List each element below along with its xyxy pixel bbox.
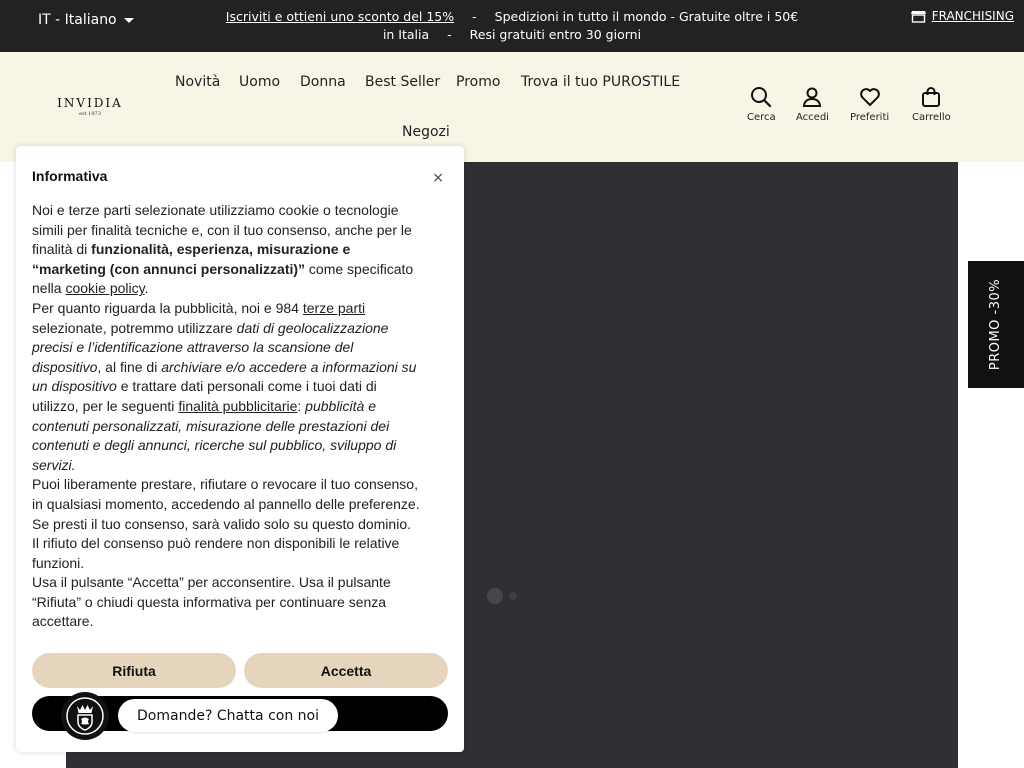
chevron-down-icon — [124, 18, 134, 23]
ad-purposes-link[interactable]: finalità pubblicitarie — [178, 397, 298, 414]
cookie-paragraph-3: Puoi liberamente prestare, rifiutare o revocare il tuo consenso, in qualsiasi momento, accedendo al pannello delle preferenze. Se presti il tuo consenso, sarà valido solo su questo dominio. Il rifiuto del consenso può rendere non disponibili le relative funzioni. — [32, 476, 420, 571]
text: selezionate, potremmo utilizzare — [32, 319, 237, 336]
text: Noi e terze parti selezionate utilizziamo cookie o tecnologie simili per finalità tecniche e, con il tuo consenso, anche per le finalità di — [32, 202, 412, 258]
language-selector[interactable] — [38, 12, 134, 28]
login-button[interactable] — [796, 86, 829, 123]
nav-negozi[interactable]: Negozi — [402, 124, 450, 140]
text: , al fine di — [97, 358, 162, 375]
nav-best-seller[interactable]: Best Seller — [365, 74, 441, 90]
italic-text: archiviare e/o accedere a informazioni su un dispositivo — [32, 358, 417, 395]
brand-logo[interactable] — [52, 96, 128, 117]
cookie-paragraph-1 — [32, 201, 420, 299]
slider-dot[interactable] — [509, 592, 517, 600]
logo-name: INVIDIA — [57, 96, 123, 110]
heart-icon — [859, 86, 881, 108]
slider-dot-active[interactable] — [487, 588, 503, 604]
promo-tab-label: PROMO -30% — [988, 278, 1004, 371]
wishlist-label: Preferiti — [850, 112, 890, 123]
close-icon[interactable]: × — [432, 170, 444, 186]
third-parties-link[interactable]: terze parti — [302, 299, 366, 316]
separator: - — [447, 27, 452, 42]
search-icon — [750, 86, 772, 108]
returns-info: Resi gratuiti entro 30 giorni — [469, 27, 642, 42]
cart-label: Carrello — [912, 112, 951, 123]
nav-promo[interactable]: Promo — [456, 74, 501, 90]
cookie-dialog-title: Informativa — [32, 168, 108, 184]
chat-prompt-button[interactable]: Domande? Chatta con noi — [118, 699, 338, 732]
cookie-paragraph-2 — [32, 299, 420, 475]
slider-dots — [487, 588, 517, 604]
search-label: Cerca — [747, 112, 776, 123]
text: Per quanto riguarda la pubblicità, noi e 984 — [32, 299, 303, 316]
italic-text: dati di geolocalizzazione precisi e l’identificazione attraverso la scansione del dispositivo — [32, 319, 389, 375]
text: : — [297, 397, 306, 414]
cookie-consent-dialog — [16, 146, 464, 752]
bold-text: funzionalità, esperienza, misurazione e “marketing (con annunci personalizzati)” — [32, 241, 351, 277]
announcement-text — [222, 8, 802, 44]
cookie-paragraph-4: Usa il pulsante “Accetta” per acconsentire. Usa il pulsante “Rifiuta” o chiudi questa informativa per continuare senza accettare. — [32, 574, 391, 630]
search-button[interactable] — [747, 86, 776, 123]
separator: - — [472, 9, 477, 24]
language-label: IT - Italiano — [38, 12, 117, 28]
cookie-dialog-body — [32, 201, 420, 632]
login-label: Accedi — [796, 112, 829, 123]
franchising-link[interactable] — [911, 9, 1014, 23]
nav-purostile[interactable]: Trova il tuo PUROSTILE — [521, 74, 681, 90]
italic-text: pubblicità e contenuti personalizzati, misurazione delle prestazioni dei contenuti e degli annunci, ricerche sul pubblico, sviluppo di servizi. — [32, 397, 397, 473]
announcement-bar — [0, 0, 1024, 52]
nav-novita[interactable]: Novità — [175, 74, 221, 90]
store-icon — [911, 10, 926, 23]
crest-icon — [65, 696, 105, 736]
reject-button[interactable]: Rifiuta — [32, 653, 236, 688]
nav-donna[interactable]: Donna — [300, 74, 346, 90]
chat-avatar[interactable] — [61, 692, 109, 740]
wishlist-button[interactable] — [850, 86, 889, 123]
bag-icon — [920, 86, 942, 108]
nav-uomo[interactable]: Uomo — [239, 74, 281, 90]
logo-est: est 1973 — [79, 111, 101, 117]
cart-button[interactable] — [912, 86, 951, 123]
text: come specificato nella — [32, 260, 414, 297]
cookie-policy-link[interactable]: cookie policy — [65, 280, 145, 297]
newsletter-discount-link[interactable]: Iscriviti e ottieni uno sconto del 15% — [225, 9, 455, 24]
user-icon — [801, 86, 823, 108]
franchising-label: FRANCHISING — [931, 9, 1014, 23]
text: . — [144, 280, 149, 297]
shipping-info: Spedizioni in tutto il mondo - Gratuite oltre i 50€ in Italia — [382, 9, 799, 42]
promo-side-tab[interactable] — [968, 261, 1024, 388]
text: e trattare dati personali come i tuoi dati di utilizzo, per le seguenti — [32, 378, 377, 414]
accept-button[interactable]: Accetta — [244, 653, 448, 688]
